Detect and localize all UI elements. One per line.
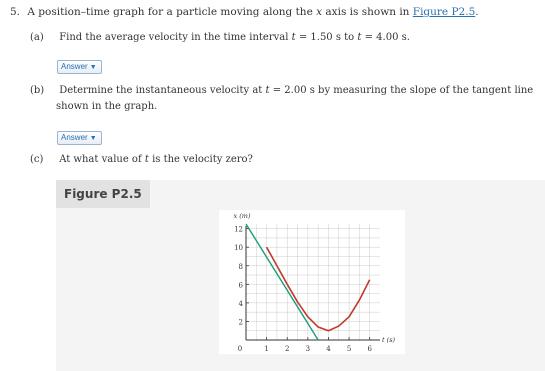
answer-button-a-label: Answer xyxy=(61,62,88,71)
variable-x: x xyxy=(316,6,323,18)
x-tick-label: 2 xyxy=(284,345,290,353)
part-c-text-start: At what value of xyxy=(59,154,142,165)
part-a-text-start: Find the average velocity in the time interval xyxy=(59,32,289,43)
part-c-text xyxy=(59,154,253,165)
position-time-graph xyxy=(219,210,405,354)
chevron-down-icon: ▼ xyxy=(89,64,97,71)
y-tick-label: 10 xyxy=(234,244,243,253)
y-tick-label: 4 xyxy=(238,299,243,308)
problem-text-end: axis is shown in xyxy=(325,6,410,18)
part-b-text xyxy=(59,85,533,96)
part-a xyxy=(30,30,540,46)
chevron-down-icon: ▼ xyxy=(89,135,97,142)
figure-graph xyxy=(219,210,405,354)
problem-text-start: A position–time graph for a particle moving along the xyxy=(27,6,313,18)
part-c-label: (c) xyxy=(30,154,44,165)
part-b-label: (b) xyxy=(30,85,45,96)
part-a-text-mid: = 1.50 s to xyxy=(298,32,355,43)
part-b xyxy=(30,83,540,115)
x-tick-label: 5 xyxy=(346,345,352,353)
x-tick-label: 6 xyxy=(367,345,372,353)
tangent-line xyxy=(246,224,318,340)
problem-period: . xyxy=(475,6,479,18)
problem-statement xyxy=(10,5,479,19)
y-tick-label: 8 xyxy=(238,262,243,271)
part-a-var-t2: t xyxy=(357,32,362,43)
part-a-label: (a) xyxy=(30,32,44,43)
part-c-var-t: t xyxy=(144,154,149,165)
x-tick-label: 4 xyxy=(326,345,331,353)
part-b-text-start: Determine the instantaneous velocity at xyxy=(59,85,263,96)
figure-title: Figure P2.5 xyxy=(56,180,150,208)
origin-label: 0 xyxy=(237,345,243,353)
part-b-var-t: t xyxy=(265,85,270,96)
y-tick-label: 2 xyxy=(238,318,243,327)
answer-button-b[interactable] xyxy=(57,131,102,145)
part-b-text-end: = 2.00 s by measuring the slope of the tangent line xyxy=(272,85,534,96)
part-b-text-line2: shown in the graph. xyxy=(56,101,158,112)
figure-link[interactable]: Figure P2.5 xyxy=(412,6,476,18)
y-tick-label: 12 xyxy=(234,225,243,234)
part-a-text xyxy=(59,32,410,43)
x-tick-label: 3 xyxy=(305,345,311,353)
y-axis-label: x (m) xyxy=(233,212,251,220)
part-c xyxy=(30,152,540,168)
part-a-var-t: t xyxy=(291,32,296,43)
problem-number: 5. xyxy=(10,6,21,18)
part-a-text-end: = 4.00 s. xyxy=(364,32,410,43)
x-axis-label: t (s) xyxy=(382,336,396,344)
figure-panel xyxy=(56,180,545,371)
part-c-text-end: is the velocity zero? xyxy=(152,154,253,165)
y-tick-label: 6 xyxy=(238,281,243,290)
x-tick-label: 1 xyxy=(264,345,269,353)
answer-button-b-label: Answer xyxy=(61,133,88,142)
answer-button-a[interactable] xyxy=(57,60,102,74)
